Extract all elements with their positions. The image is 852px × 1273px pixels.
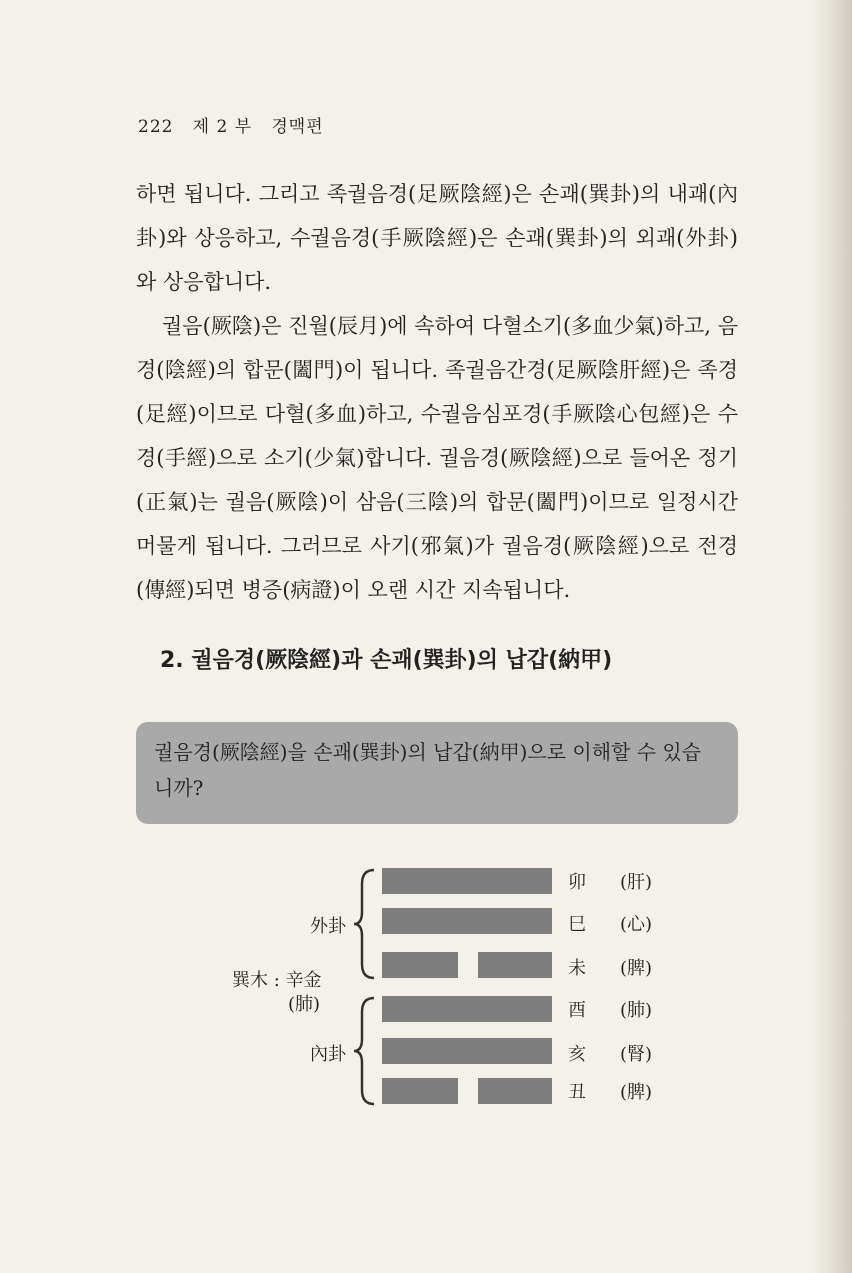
organ-label-3: (脾) [620, 958, 653, 979]
question-text: 궐음경(厥陰經)을 손괘(巽卦)의 납갑(納甲)으로 이해할 수 있습니까? [154, 740, 702, 800]
outer-trigram-brace [352, 868, 378, 980]
part-label: 제 2 부 [192, 117, 253, 137]
trigram-organ-label: (肺) [288, 994, 321, 1015]
section-title: 2. 궐음경(厥陰經)과 손괘(巽卦)의 납갑(納甲) [160, 648, 613, 673]
yao-line-4 [382, 996, 552, 1022]
branch-label-4: 酉 [568, 1000, 586, 1021]
organ-label-2: (心) [620, 914, 653, 935]
paragraph-1: 하면 됩니다. 그리고 족궐음경(足厥陰經)은 손괘(巽卦)의 내괘(內卦)와 상응하고, 수궐음경(手厥陰經)은 손괘(巽卦)의 외괘(外卦)와 상응합니다. [136, 182, 738, 294]
yao-line-2 [382, 908, 552, 934]
outer-trigram-label: 外卦 [310, 916, 346, 937]
branch-label-5: 亥 [568, 1044, 586, 1065]
inner-trigram-label: 內卦 [310, 1044, 346, 1065]
organ-label-4: (肺) [620, 1000, 653, 1021]
branch-label-2: 巳 [568, 914, 586, 935]
trigram-element-label: 巽木 : 辛金 [232, 970, 322, 991]
page-number: 222 [138, 117, 174, 137]
yao-line-3-right [478, 952, 552, 978]
organ-label-5: (腎) [620, 1044, 653, 1065]
organ-label-1: (肝) [620, 872, 653, 893]
branch-label-1: 卯 [568, 872, 586, 893]
yao-line-6-right [478, 1078, 552, 1104]
yao-line-6-left [382, 1078, 458, 1104]
yao-line-5 [382, 1038, 552, 1064]
paragraph-2: 궐음(厥陰)은 진월(辰月)에 속하여 다혈소기(多血少氣)하고, 음경(陰經)의 합문(闔門)이 됩니다. 족궐음간경(足厥陰肝經)은 족경(足經)이므로 다혈(多血)하고, 수궐음심포경(手厥陰心包經)은 수경(手經)으로 소기(少氣)합니다. 궐음경(厥陰經)으로 들어온 정기(正氣)는 궐음(厥陰)이 삼음(三陰)의 합문(闔門)이므로 일정시간 머물게 됩니다. 그러므로 사기(邪氣)가 궐음경(厥陰經)으로 전경(傳經)되면 병증(病證)이 오랜 시간 지속됩니다. [136, 314, 738, 602]
organ-label-6: (脾) [620, 1082, 653, 1103]
yao-line-1 [382, 868, 552, 894]
branch-label-3: 未 [568, 958, 586, 979]
branch-label-6: 丑 [568, 1082, 586, 1103]
inner-trigram-brace [352, 996, 378, 1106]
yao-line-3-left [382, 952, 458, 978]
part-title: 경맥편 [271, 117, 324, 137]
